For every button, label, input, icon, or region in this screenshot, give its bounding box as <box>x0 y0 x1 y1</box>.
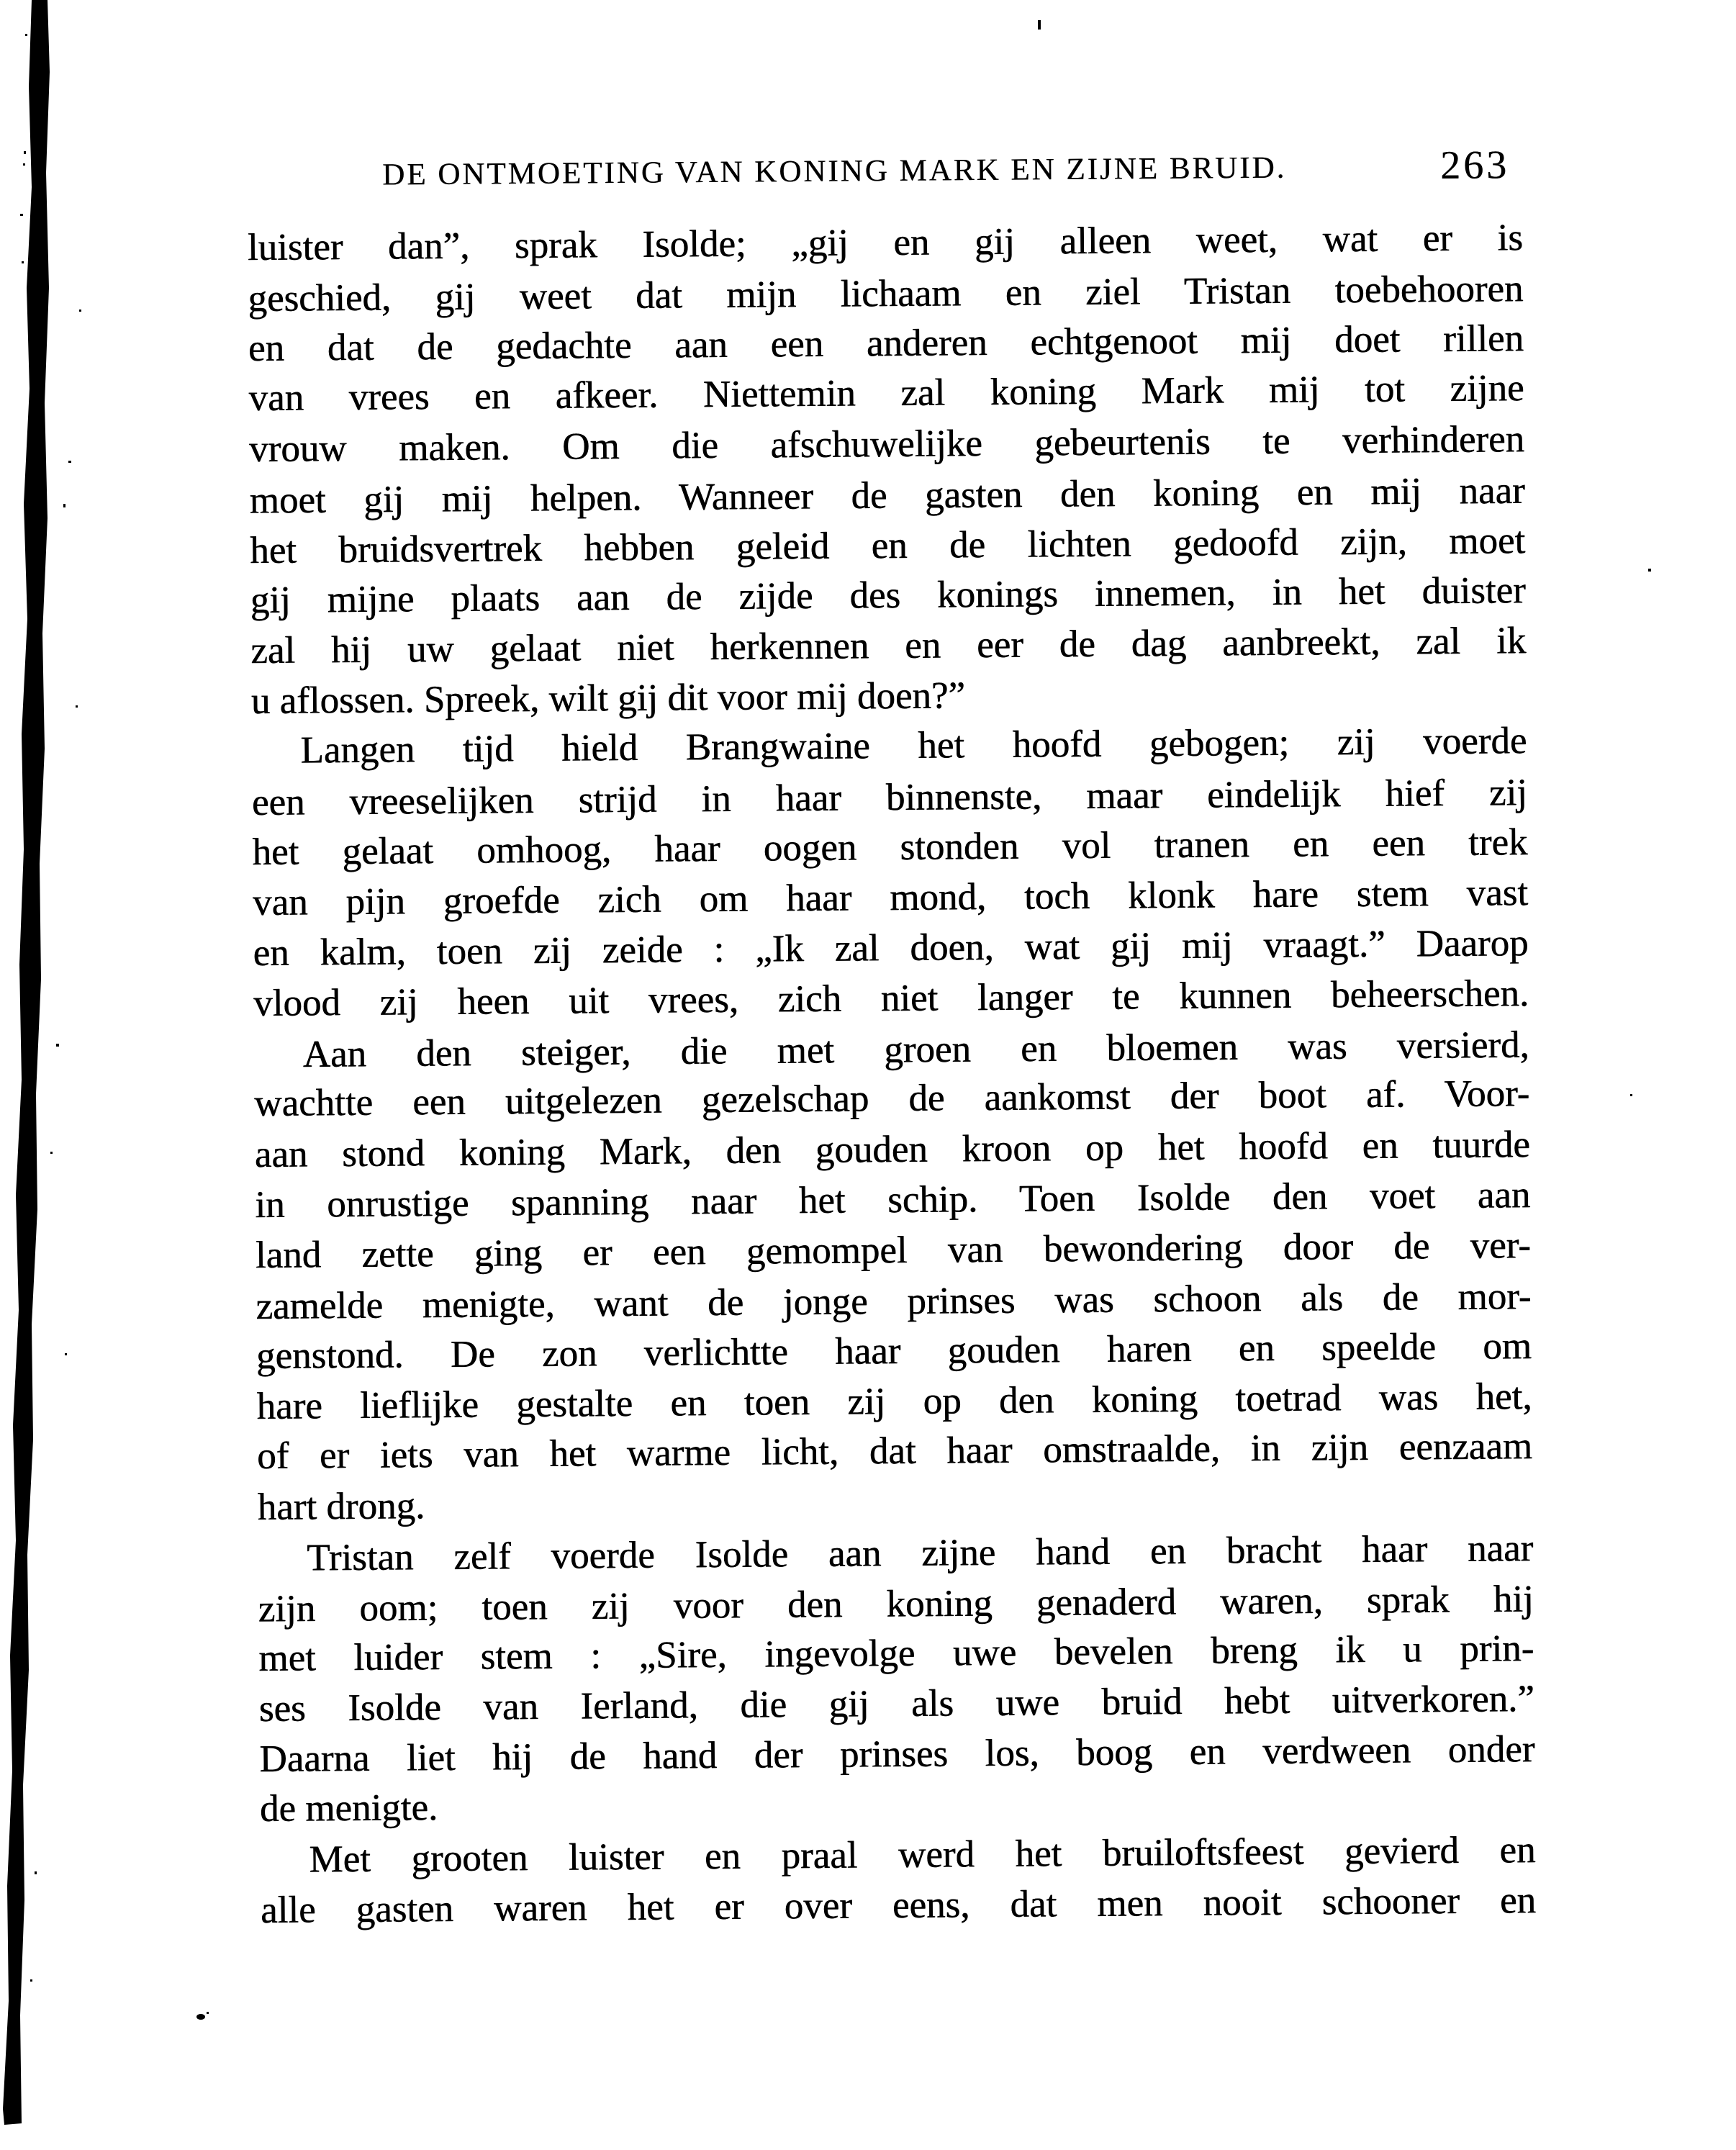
text-line: van pijn groefde zich om haar mond, toch klonk hare stem vast <box>252 872 1529 923</box>
text-line: moet gij mij helpen. Wanneer de gasten den koning en mij naar <box>249 469 1525 522</box>
page-number: 263 <box>1439 143 1510 188</box>
text-line: Langen tijd hield Brangwaine het hoofd gebogen; zij voerde <box>300 720 1527 772</box>
text-line: in onrustige spanning naar het schip. Toen Isolde den voet aan <box>255 1174 1531 1226</box>
text-line: Daarna liet hij de hand der prinses los, boog en verdween onder <box>259 1728 1535 1780</box>
text-line: met luider stem : „Sire, ingevolge uwe bevelen breng ik u prin- <box>258 1627 1534 1679</box>
text-line: of er iets van het warme licht, dat haar omstraalde, in zijn eenzaam <box>256 1425 1533 1477</box>
text-line: Aan den steiger, die met groen en bloemen was versierd, <box>302 1024 1529 1075</box>
text-line: zamelde menigte, want de jonge prinses was schoon als de mor- <box>256 1275 1532 1327</box>
body-text <box>248 212 1537 1936</box>
text-line: vrouw maken. Om die afschuwelijke gebeurtenis te verhinderen <box>248 418 1525 470</box>
text-line: land zette ging er een gemompel van bewondering door de ver- <box>255 1224 1532 1276</box>
running-header <box>245 0 1522 192</box>
text-line: gij mijne plaats aan de zijde des konings innemen, in het duister <box>250 569 1526 621</box>
text-line: geschied, gij weet dat mijn lichaam en ziel Tristan toebehooren <box>248 268 1524 320</box>
text-line: de menigte. <box>259 1786 438 1830</box>
text-line: zijn oom; toen zij voor den koning genaderd waren, sprak hij <box>258 1578 1534 1630</box>
text-line: ses Isolde van Ierland, die gij als uwe bruid hebt uitverkoren.” <box>258 1678 1535 1730</box>
scanned-text-area <box>245 0 1537 2150</box>
text-line: hare lieflijke gestalte en toen zij op den koning toetrad was het, <box>256 1376 1532 1427</box>
text-line: luister dan”, sprak Isolde; „gij en gij alleen weet, wat er is <box>247 217 1524 268</box>
text-line: een vreeselijken strijd in haar binnenste, maar eindelijk hief zij <box>251 772 1528 823</box>
text-line: alle gasten waren het er over eens, dat men nooit schooner en <box>260 1879 1537 1931</box>
text-line: Met grooten luister en praal werd het bruiloftsfeest gevierd en <box>309 1829 1536 1881</box>
text-line: hart drong. <box>257 1485 425 1528</box>
text-line: en dat de gedachte aan een anderen echtgenoot mij doet rillen <box>248 317 1524 369</box>
text-line: aan stond koning Mark, den gouden kroon op het hoofd en tuurde <box>254 1124 1531 1175</box>
text-line: en kalm, toen zij zeide : „Ik zal doen, wat gij mij vraagt.” Daarop <box>253 922 1529 974</box>
text-line: van vrees en afkeer. Niettemin zal koning Mark mij tot zijne <box>248 367 1524 419</box>
text-line: het bruidsvertrek hebben geleid en de lichten gedoofd zijn, moet <box>250 520 1526 572</box>
text-line: Tristan zelf voerde Isolde aan zijne hand en bracht haar naar <box>307 1527 1534 1579</box>
text-line: wachtte een uitgelezen gezelschap de aankomst der boot af. Voor- <box>254 1072 1530 1124</box>
text-line: zal hij uw gelaat niet herkennen en eer de dag aanbreekt, zal ik <box>250 620 1527 672</box>
text-line: genstond. De zon verlichtte haar gouden haren en speelde om <box>256 1325 1532 1377</box>
running-header-title: DE ONTMOETING VAN KONING MARK EN ZIJNE BRUID. <box>381 150 1287 192</box>
text-line: het gelaat omhoog, haar oogen stonden vol tranen en een trek <box>252 821 1528 873</box>
gutter-shadow <box>0 0 86 2150</box>
text-line: vlood zij heen uit vrees, zich niet langer te kunnen beheerschen. <box>253 972 1529 1024</box>
text-line: u aflossen. Spreek, wilt gij dit voor mij doen?” <box>250 674 966 722</box>
